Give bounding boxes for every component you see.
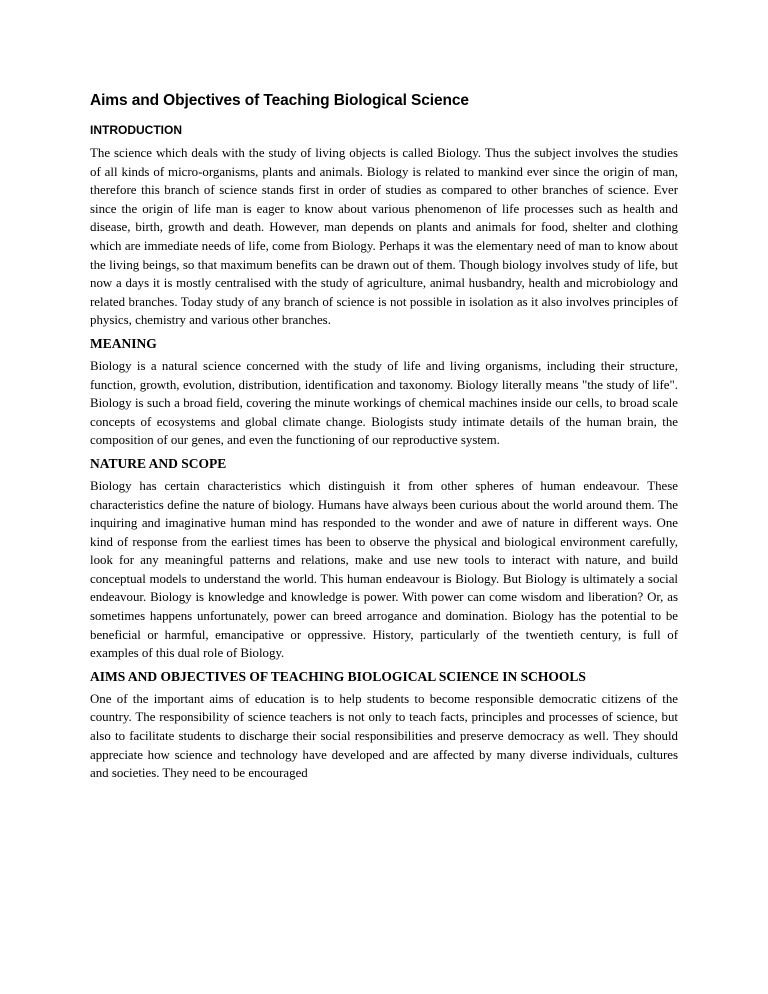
document-page	[90, 92, 678, 788]
nature-scope-paragraph: Biology has certain characteristics which distinguish it from other spheres of human endeavour. These characteristics define the nature of biology. Humans have always been curious about the world around them. The inquiring and imaginative human mind has responded to the wonder and awe of nature in different ways. One kind of response from the earliest times has been to observe the physical and biological environment carefully, look for any meaningful patterns and relations, make and use new tools to interact with nature, and build conceptual models to understand the world. This human endeavour is Biology. But Biology is ultimately a social endeavour. Biology is knowledge and knowledge is power. With power can come wisdom and liberation? Or, as sometimes happens unfortunately, power can breed arrogance and domination. Biology has the potential to be beneficial or harmful, emancipative or oppressive. History, particularly of the twentieth century, is full of examples of this dual role of Biology.	[90, 478, 678, 661]
introduction-paragraph: The science which deals with the study of living objects is called Biology. Thus the subject involves the studies of all kinds of micro-organisms, plants and animals. Biology is related to mankind ever since the origin of man, therefore this branch of science stands first in order of studies as compared to other branches of science. Ever since the origin of life man is eager to know about various phenomenon of life processes such as health and disease, birth, growth and death. However, man depends on plants and animals for food, shelter and clothing which are immediate needs of life, come from Biology. Perhaps it was the elementary need of man to know about the living beings, so that maximum benefits can be drawn out of them. Though biology involves study of life, but now a days it is mostly centralised with the study of agriculture, animal husbandry, health and microbiology and related branches. Today study of any branch of science is not possible in isolation as it also involves principles of physics, chemistry and various other branches.	[90, 146, 678, 328]
document-title: Aims and Objectives of Teaching Biological Science	[90, 92, 469, 109]
introduction-heading: INTRODUCTION	[90, 123, 182, 137]
aims-objectives-heading: AIMS AND OBJECTIVES OF TEACHING BIOLOGICAL SCIENCE IN SCHOOLS	[90, 668, 586, 684]
meaning-heading: MEANING	[90, 335, 157, 351]
meaning-paragraph: Biology is a natural science concerned with the study of life and living organisms, including their structure, function, growth, evolution, distribution, identification and taxonomy. Biology literally means "the study of life". Biology is such a broad field, covering the minute workings of chemical machines inside our cells, to broad scale concepts of ecosystems and global climate change. Biologists study intimate details of the human brain, the composition of our genes, and even the functioning of our reproductive system.	[90, 358, 678, 448]
aims-objectives-paragraph: One of the important aims of education is to help students to become responsible democratic citizens of the country. The responsibility of science teachers is not only to teach facts, principles and processes of science, but also to facilitate students to discharge their social responsibilities and preserve democracy as well. They should appreciate how science and technology have developed and are affected by many diverse individuals, cultures and societies. They need to be encouraged	[90, 691, 678, 781]
nature-scope-heading: NATURE AND SCOPE	[90, 455, 227, 471]
